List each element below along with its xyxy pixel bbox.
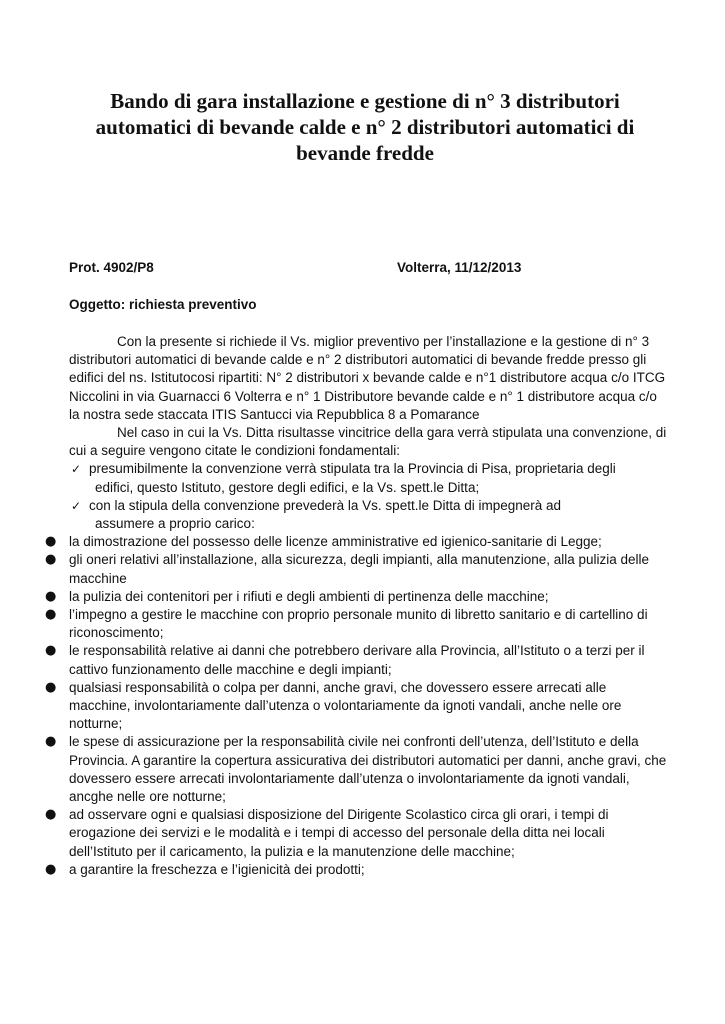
bullet-icon: ● bbox=[45, 861, 57, 877]
list-item-text: qualsiasi responsabilità o colpa per danni, anche gravi, che dovessero essere arrecati alle macchine, involontariamente dall’utenza o volontariamente da ignoti vandali, anche nelle ore notturne; bbox=[69, 679, 622, 732]
title-line: automatici di bevande calde e n° 2 distributori automatici di bbox=[95, 115, 635, 139]
list-item bbox=[71, 497, 667, 533]
protocol-number: Prot. 4902/P8 bbox=[69, 260, 154, 275]
conditions-intro-paragraph: Nel caso in cui la Vs. Ditta risultasse vincitrice della gara verrà stipulata una convenzione, di cui a seguire vengono citate le condizioni fondamentali: bbox=[69, 425, 667, 459]
list-item-text: presumibilmente la convenzione verrà stipulata tra la Provincia di Pisa, proprietaria degli bbox=[89, 461, 616, 477]
list-item-text: le responsabilità relative ai danni che potrebbero derivare alla Provincia, all’Istituto o a terzi per il cattivo funzionamento delle macchine e degli impianti; bbox=[69, 643, 645, 677]
bullet-icon: ● bbox=[45, 607, 57, 623]
list-item-text: ad osservare ogni e qualsiasi disposizione del Dirigente Scolastico circa gli orari, i tempi di erogazione dei servizi e le modalità e i tempi di accesso del personale della ditta nei locali dell’Istituto per il caricamento, la pulizia e la manutenzione delle macchine; bbox=[69, 807, 609, 859]
list-item bbox=[45, 606, 667, 642]
bullet-icon: ● bbox=[45, 643, 57, 659]
letter-subject: Oggetto: richiesta preventivo bbox=[69, 297, 257, 312]
place-and-date: Volterra, 11/12/2013 bbox=[397, 260, 522, 275]
list-item bbox=[45, 642, 667, 678]
bullet-icon: ● bbox=[45, 679, 57, 695]
list-item-text: la pulizia dei contenitori per i rifiuti e degli ambienti di pertinenza delle macchine; bbox=[69, 588, 549, 604]
list-item-text: gli oneri relativi all’installazione, alla sicurezza, degli impianti, alla manutenzione, alla pulizia delle macchine bbox=[69, 552, 650, 586]
list-item bbox=[45, 806, 667, 861]
checkmark-list bbox=[69, 460, 667, 533]
title-line: Bando di gara installazione e gestione di n° 3 distributori bbox=[110, 89, 620, 113]
list-item bbox=[45, 679, 667, 734]
list-item-text: le spese di assicurazione per la responsabilità civile nei confronti dell’utenza, dell’Istituto e della Provincia. A garantire la copertura assicurativa dei distributori automatici per danni, anche gravi, che dovessero essere arrecati involontariamente dall’utenza o involontariamente da ignoti vandali, ancghe nelle ore notturne; bbox=[69, 734, 667, 805]
letter-header bbox=[69, 260, 669, 280]
checkmark-icon: ✓ bbox=[71, 462, 82, 477]
list-item-text: edifici, questo Istituto, gestore degli edifici, e la Vs. spett.le Ditta; bbox=[95, 479, 480, 495]
bullet-icon: ● bbox=[45, 734, 57, 750]
letter-body bbox=[45, 333, 667, 879]
intro-paragraph: Con la presente si richiede il Vs. miglior preventivo per l’installazione e la gestione di n° 3 distributori automatici di bevande calde e n° 2 distributori automatici di bevande fredde presso gli edifici del ns. Istitutocosi ripartiti: N° 2 distributori x bevande calde e n°1 distributore acqua c/o ITCG Niccolini in via Guarnacci 6 Volterra e n° 1 Distributore bevande calde e n° 1 distributore acqua c/o la nostra sede staccata ITIS Santucci via Repubblica 8 a Pomarance bbox=[69, 334, 666, 422]
bullet-icon: ● bbox=[45, 534, 57, 550]
list-item bbox=[71, 460, 667, 496]
bullet-icon: ● bbox=[45, 552, 57, 568]
list-item-text: con la stipula della convenzione prevederà la Vs. spett.le Ditta di impegnerà ad bbox=[89, 497, 562, 513]
list-item bbox=[45, 551, 667, 587]
list-item-text: la dimostrazione del possesso delle licenze amministrative ed igienico-sanitarie di Legge; bbox=[69, 534, 602, 550]
bullet-icon: ● bbox=[45, 588, 57, 604]
list-item-text: assumere a proprio carico: bbox=[95, 516, 255, 532]
bullet-list bbox=[45, 533, 667, 879]
bullet-icon: ● bbox=[45, 807, 57, 823]
list-item bbox=[45, 588, 667, 606]
list-item bbox=[45, 733, 667, 806]
checkmark-icon: ✓ bbox=[71, 498, 82, 513]
list-item bbox=[45, 533, 667, 551]
document-title bbox=[60, 88, 670, 166]
list-item-text: a garantire la freschezza e l’igienicità dei prodotti; bbox=[69, 861, 365, 877]
list-item bbox=[45, 861, 667, 879]
list-item-text: l’impegno a gestire le macchine con proprio personale munito di libretto sanitario e di cartellino di riconoscimento; bbox=[69, 607, 648, 641]
title-line: bevande fredde bbox=[296, 141, 434, 165]
